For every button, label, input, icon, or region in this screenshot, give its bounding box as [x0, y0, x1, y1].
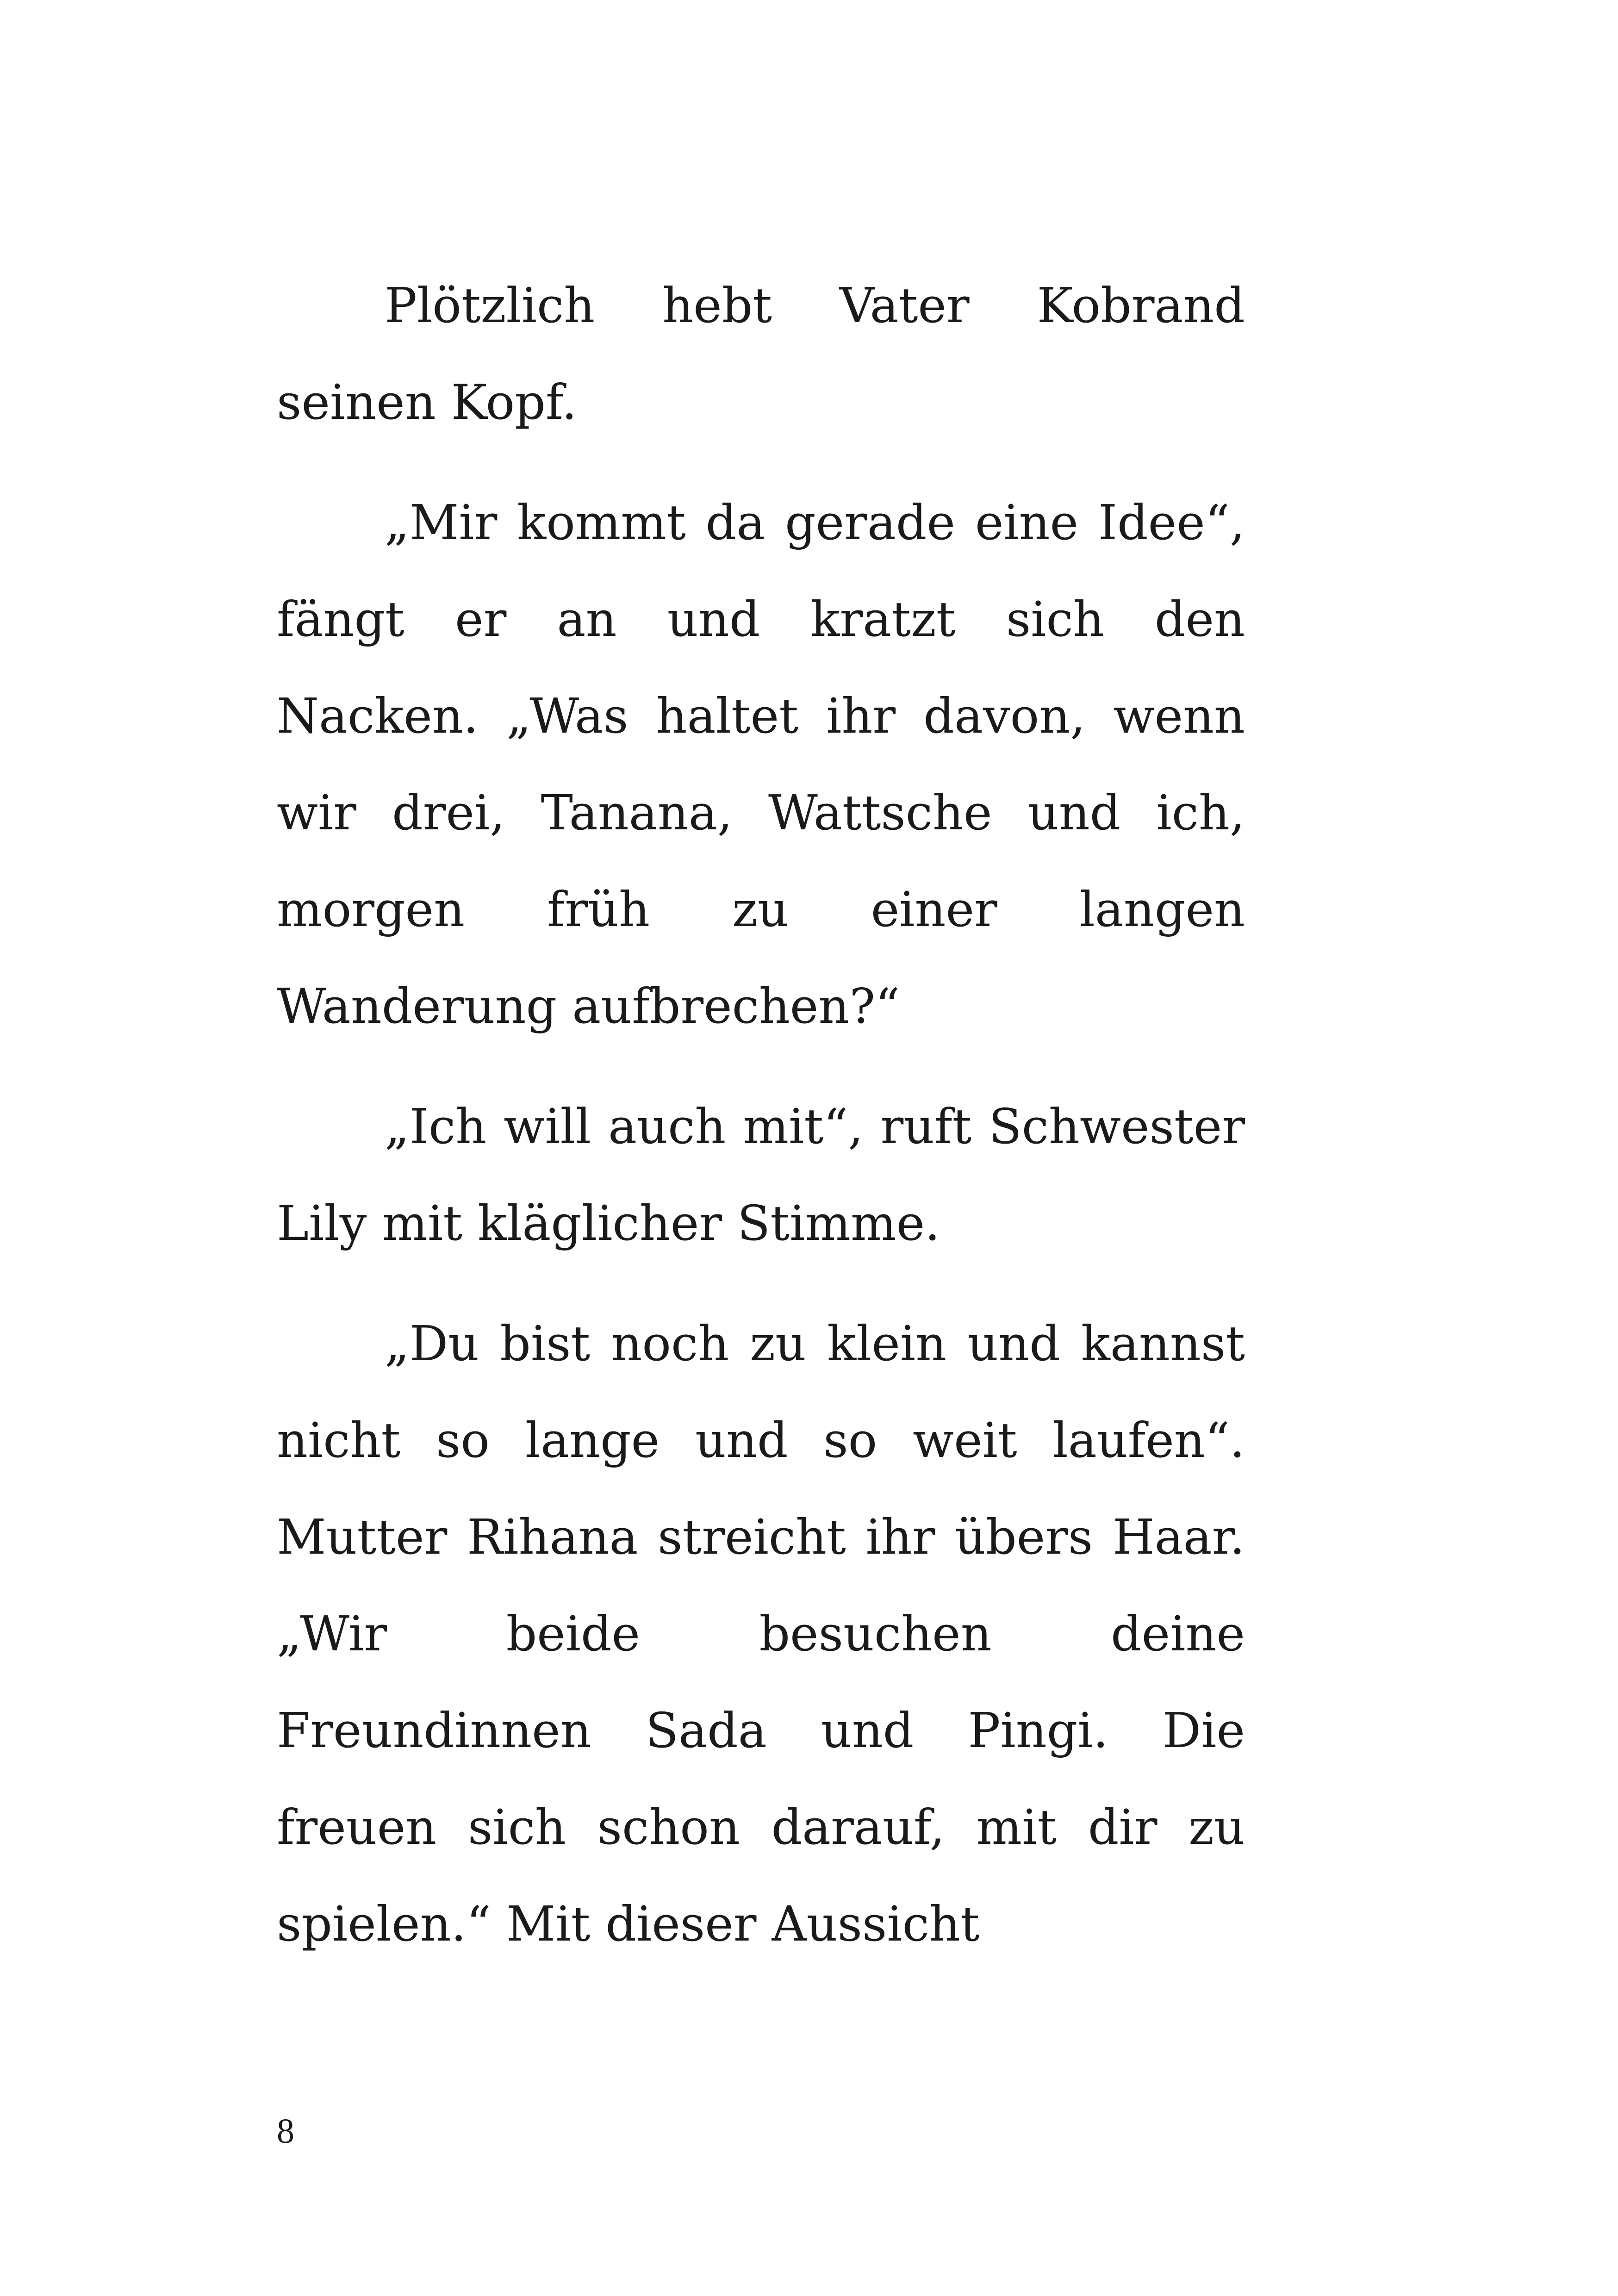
paragraph-2: „Mir kommt da gerade eine Idee“, fängt er an und kratzt sich den Nacken. „Was haltet ihr davon, wenn wir drei, Tanana, Wattsche und ich, morgen früh zu einer langen Wanderung aufbrechen?“: [277, 494, 1245, 1034]
paragraph-1: Plötzlich hebt Vater Kobrand seinen Kopf.: [277, 277, 1245, 430]
page-number: 8: [277, 2112, 294, 2151]
paragraph-4: „Du bist noch zu klein und kannst nicht so lange und so weit laufen“. Mutter Rihana streicht ihr übers Haar. „Wir beide besuchen deine Freundinnen Sada und Pingi. Die freuen sich schon darauf, mit dir zu spielen.“ Mit dieser Aussicht: [277, 1315, 1245, 1952]
paragraph-3: „Ich will auch mit“, ruft Schwester Lily mit kläglicher Stimme.: [277, 1098, 1245, 1251]
body-text: [277, 257, 1245, 1972]
